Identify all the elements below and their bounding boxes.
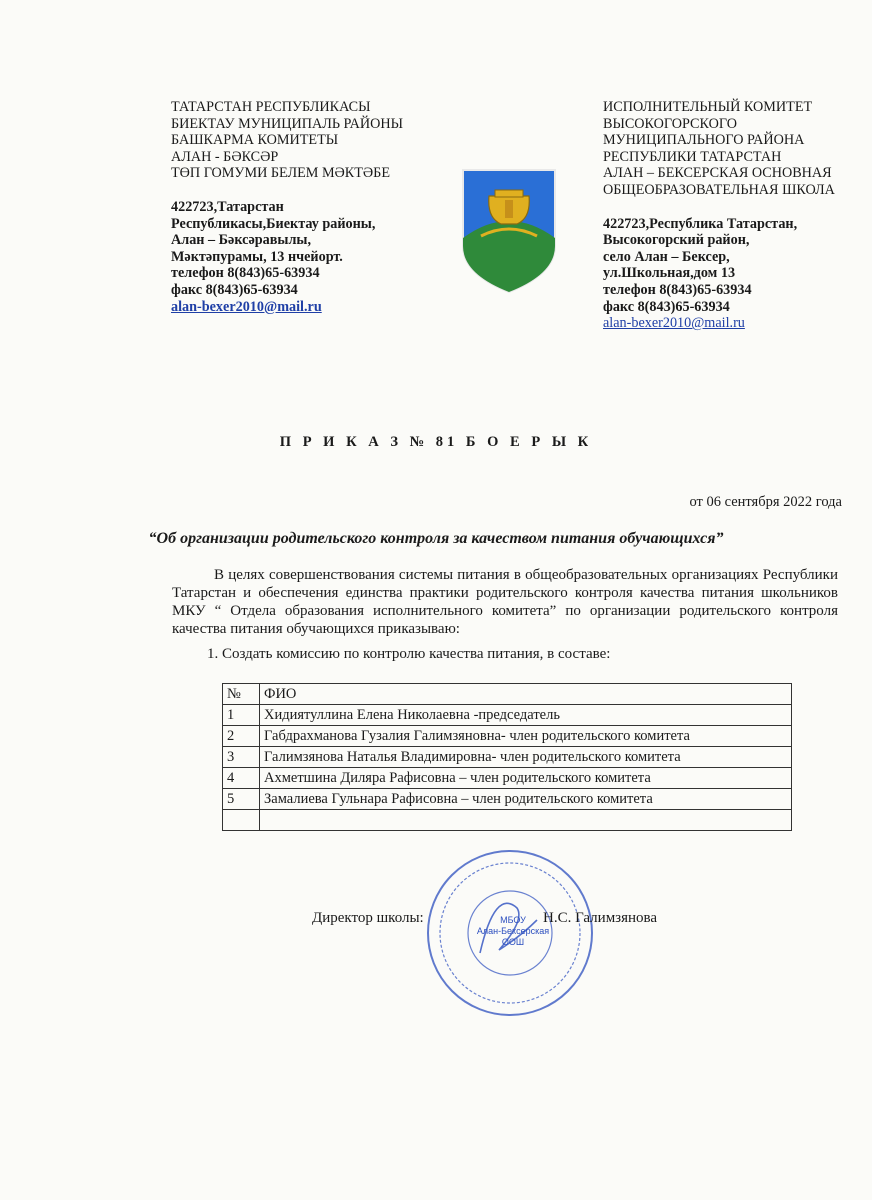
row-number (223, 810, 260, 831)
header-right-address: село Алан – Бексер, (603, 248, 730, 265)
header-right-line: ИСПОЛНИТЕЛЬНЫЙ КОМИТЕТ (603, 99, 813, 115)
table-row (223, 747, 792, 768)
table-row (223, 705, 792, 726)
header-left-line: БИЕКТАУ МУНИЦИПАЛЬ РАЙОНЫ (171, 115, 403, 132)
row-name: Ахметшина Диляра Рафисовна – член родительского комитета (260, 768, 792, 789)
header-left (171, 99, 403, 315)
header-right-email-link[interactable]: alan-bexer2010@mail.ru (603, 315, 745, 332)
header-right-line: АЛАН – БЕКСЕРСКАЯ ОСНОВНАЯ (603, 165, 832, 182)
table-row (223, 810, 792, 831)
header-right-line: РЕСПУБЛИКИ ТАТАРСТАН (603, 148, 782, 165)
committee-table (222, 683, 792, 831)
stamp-line: МБОУ (500, 915, 526, 925)
order-date: от 06 сентября 2022 года (689, 494, 842, 510)
row-name (260, 810, 792, 831)
row-name: Габдрахманова Гузалия Галимзяновна- член родительского комитета (260, 726, 792, 747)
header-left-address: Республикасы,Биектау районы, (171, 215, 376, 232)
signature-name: Н.С. Галимзянова (543, 910, 658, 926)
header-right-line: МУНИЦИПАЛЬНОГО РАЙОНА (603, 132, 805, 149)
row-name: Замалиева Гульнара Рафисовна – член родительского комитета (260, 789, 792, 810)
header-right-line: ОБЩЕОБРАЗОВАТЕЛЬНАЯ ШКОЛА (603, 181, 835, 198)
header-left-email-link[interactable]: alan-bexer2010@mail.ru (171, 298, 322, 315)
order-title: П Р И К А З № 81 Б О Е Р Ы К (279, 434, 593, 450)
table-row (223, 726, 792, 747)
signature-label: Директор школы: (312, 910, 424, 926)
header-right (603, 99, 835, 332)
table-row (223, 789, 792, 810)
row-number: 5 (223, 789, 260, 810)
header-left-line: ТӨП ГОМУМИ БЕЛЕМ МӘКТӘБЕ (171, 165, 390, 182)
row-number: 3 (223, 747, 260, 768)
row-number: 1 (223, 705, 260, 726)
header-cell-number: № (223, 684, 260, 705)
header-left-address: Алан – Бәксәравылы, (171, 232, 312, 249)
header-right-address: ул.Школьная,дом 13 (603, 265, 736, 282)
header-right-address: 422723,Республика Татарстан, (603, 215, 798, 232)
row-number: 2 (223, 726, 260, 747)
row-name: Галимзянова Наталья Владимировна- член родительского комитета (260, 747, 792, 768)
coat-of-arms-icon (459, 166, 559, 296)
header-left-fax: факс 8(843)65-63934 (171, 281, 298, 298)
order-subject: “Об организации родительского контроля за качеством питания обучающихся” (148, 530, 724, 547)
header-right-line: ВЫСОКОГОРСКОГО (603, 115, 737, 132)
stamp-line: Алан-Бексерская ООШ (476, 926, 550, 947)
header-left-line: БАШКАРМА КОМИТЕТЫ (171, 132, 339, 149)
header-cell-name: ФИО (260, 684, 792, 705)
header-left-phone: телефон 8(843)65-63934 (171, 265, 320, 282)
header-left-line: АЛАН - БӘКСӘР (171, 148, 279, 165)
order-body (172, 566, 838, 638)
row-name: Хидиятуллина Елена Николаевна -председатель (260, 705, 792, 726)
order-body-paragraph: В целях совершенствования системы питания в общеобразовательных организациях Республики Татарстан и обеспечения единства практики родительского контроля качества питания школьников МКУ “ Отдела образования исполнительного комитета” по организации родительского контроля качества питания обучающихся приказываю: (172, 567, 838, 637)
table-row (223, 768, 792, 789)
header-right-phone: телефон 8(843)65-63934 (603, 281, 752, 298)
order-item-1: 1. Создать комиссию по контролю качества питания, в составе: (207, 646, 611, 662)
table-header-row (223, 684, 792, 705)
header-left-address: Мәктәпурамы, 13 нчейорт. (171, 248, 343, 265)
row-number: 4 (223, 768, 260, 789)
header-right-address: Высокогорский район, (603, 232, 750, 249)
header-right-fax: факс 8(843)65-63934 (603, 298, 730, 315)
header-left-address: 422723,Татарстан (171, 198, 284, 215)
header-left-line: ТАТАРСТАН РЕСПУБЛИКАСЫ (171, 99, 371, 115)
